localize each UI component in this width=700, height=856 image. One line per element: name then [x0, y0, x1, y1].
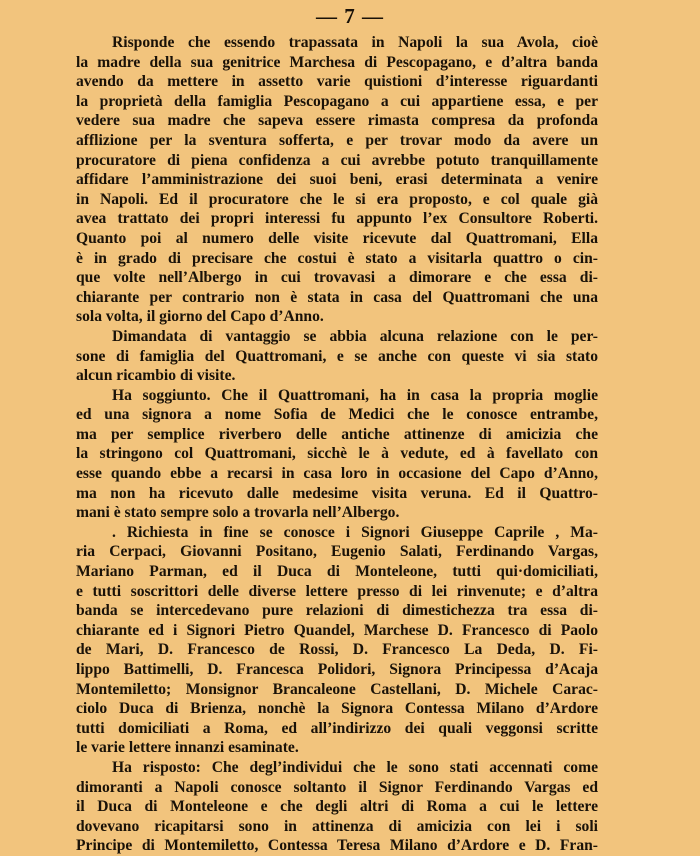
text-line: dovevano ricapitarsi sono in attinenza di amicizia con lei i soli — [76, 817, 598, 835]
paragraph — [76, 327, 598, 386]
text-line: è in grado di precisare che costui è stato a visitarla quattro o cin- — [76, 249, 598, 267]
paragraph — [76, 758, 598, 856]
text-line: alcun ricambio di visite. — [76, 367, 236, 385]
text-line: que volte nell’Albergo in cui trovavasi a dimorare e che essa di- — [76, 269, 598, 287]
text-line: Principe di Montemiletto, Contessa Teresa Milano d’Ardore e D. Fran- — [76, 837, 598, 855]
body-text — [76, 33, 598, 856]
text-line: la madre della sua genitrice Marchesa di Pescopagano, e d’altra banda — [76, 53, 598, 71]
text-line: e tutti soscrittori delle diverse lettere presso di lei rinvenute; e d’altra — [76, 582, 598, 600]
paragraph — [76, 523, 598, 758]
text-line: chiarante ed i Signori Pietro Quandel, Marchese D. Francesco di Paolo — [76, 621, 598, 639]
text-line: procuratore di piena confidenza a cui avrebbe potuto tranquillamente — [76, 151, 598, 169]
text-line: ciolo Duca di Brienza, nonchè la Signora Contessa Milano d’Ardore — [76, 700, 598, 718]
text-line: ria Cerpaci, Giovanni Positano, Eugenio Salati, Ferdinando Vargas, — [76, 543, 598, 561]
text-line: vedere sua madre che sapeva essere rimasta compresa da profonda — [76, 112, 598, 130]
text-line: il Duca di Monteleone e che degli altri di Roma a cui le lettere — [76, 798, 598, 816]
text-line: de Mari, D. Francesco de Rossi, D. Francesco La Deda, D. Fi- — [76, 641, 598, 659]
text-line: esse quando ebbe a recarsi in casa loro in occasione del Capo d’Anno, — [76, 465, 598, 483]
text-line: in Napoli. Ed il procuratore che le si era proposto, e col quale già — [76, 190, 598, 208]
text-line: Montemiletto; Monsignor Brancaleone Castellani, D. Michele Carac- — [76, 680, 598, 698]
text-line: afflizione per la sventura sofferta, e per trovar modo da avere un — [76, 131, 598, 149]
text-line: banda se intercedevano pure relazioni di dimestichezza tra essa di- — [76, 602, 598, 620]
text-line: Risponde che essendo trapassata in Napoli la sua Avola, cioè — [112, 34, 598, 51]
text-line: la proprietà della famiglia Pescopagano a cui appartiene essa, e per — [76, 92, 598, 110]
text-line: avendo da mettere in assetto varie quistioni d’interesse riguardanti — [76, 73, 598, 91]
paragraph — [76, 386, 598, 523]
text-line: affidare l’amministrazione dei suoi beni, erasi determinata a venire — [76, 171, 598, 189]
page-number: — 7 — — [316, 4, 384, 28]
text-line: Mariano Parman, ed il Duca di Monteleone, tutti qui·domiciliati, — [76, 563, 598, 581]
text-line: mani è stato sempre solo a trovarla nell’Albergo. — [76, 504, 400, 522]
text-line: Ha risposto: Che degl’individui che le sono stati accennati come — [112, 758, 598, 776]
text-line: Ha soggiunto. Che il Quattromani, ha in casa la propria moglie — [112, 386, 598, 404]
text-line: la stringono col Quattromani, sicchè le à vedute, ed à favellato con — [76, 445, 598, 463]
text-line: sone di famiglia del Quattromani, e se anche con queste vi sia stato — [76, 347, 598, 365]
text-line: avea trattato dei propri interessi fu appunto l’ex Consultore Roberti. — [76, 210, 598, 228]
text-line: ed una signora a nome Sofia de Medici che le conosce entrambe, — [76, 406, 598, 424]
text-line: sola volta, il giorno del Capo d’Anno. — [76, 308, 324, 326]
text-line: le varie lettere innanzi esaminate. — [76, 739, 299, 757]
text-line: ma non ha ricevuto dalle medesime visita veruna. Ed il Quattro- — [76, 484, 598, 502]
text-line: . Richiesta in fine se conosce i Signori Giuseppe Caprile , Ma- — [112, 523, 598, 541]
text-line: dimoranti a Napoli conosce soltanto il Signor Ferdinando Vargas ed — [76, 778, 598, 796]
text-line: Quanto poi al numero delle visite ricevute dal Quattromani, Ella — [76, 229, 598, 247]
text-line: Dimandata di vantaggio se abbia alcuna relazione con le per- — [112, 327, 598, 345]
text-line: tutti domiciliati a Roma, ed all’indirizzo dei quali veggonsi scritte — [76, 719, 598, 737]
text-line: chiarante per contrario non è stata in casa del Quattromani che una — [76, 288, 598, 306]
text-line: ma per semplice riverbero delle antiche attinenze di amicizia che — [76, 425, 598, 443]
text-line: lippo Battimelli, D. Francesca Polidori, Signora Principessa d’Acaja — [76, 661, 598, 678]
paragraph — [76, 33, 598, 327]
